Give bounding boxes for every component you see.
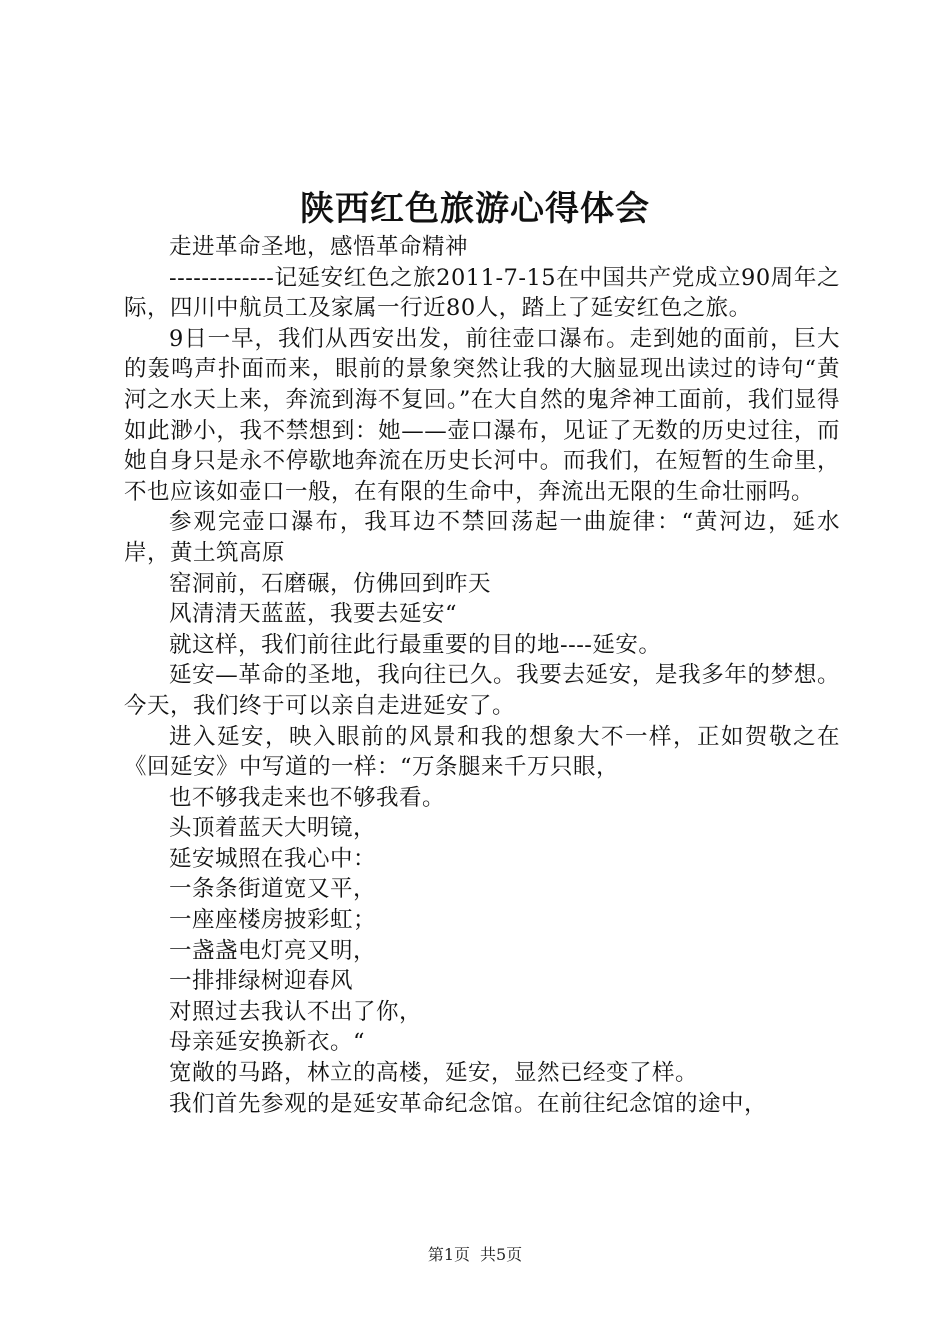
paragraph-subtitle: 走进革命圣地，感悟革命精神 [169,234,469,260]
paragraph: 就这样，我们前往此行最重要的目的地----延安。 [169,631,662,658]
poem-line: 延安城照在我心中： [169,845,377,872]
poem-line: 母亲延安换新衣。“ [169,1029,366,1056]
page-number-current: 第1页 [427,1245,470,1264]
poem-line: 一排排绿树迎春风 [169,968,354,995]
paragraph: 风清清天蓝蓝，我要去延安“ [169,601,458,628]
poem-line: 也不够我走来也不够我看。 [169,784,446,811]
paragraph: 延安—革命的圣地，我向往已久。我要去延安，是我多年的梦想。今天，我们终于可以亲自走进延安了。 [124,662,840,719]
page-number-total: 共5页 [480,1245,523,1264]
paragraph: -------------记延安红色之旅2011-7-15在中国共产党成立90周年之际，四川中航员工及家属一行近80人，踏上了延安红色之旅。 [124,264,840,322]
document-title: 陕西红色旅游心得体会 [300,189,650,229]
document-body [124,232,840,1119]
paragraph: 窑洞前，石磨碾，仿佛回到昨天 [169,570,492,597]
paragraph: 宽敞的马路，林立的高楼，延安，显然已经变了样。 [169,1060,699,1087]
poem-line: 对照过去我认不出了你， [169,998,423,1025]
poem-line: 一条条街道宽又平， [169,876,377,903]
poem-line: 头顶着蓝天大明镜， [169,815,377,842]
paragraph: 进入延安，映入眼前的风景和我的想象大不一样，正如贺敬之在《回延安》中写道的一样：“万条腿来千万只眼， [124,723,840,781]
paragraph: 我们首先参观的是延安革命纪念馆。在前往纪念馆的途中， [169,1090,768,1117]
paragraph: 9日一早，我们从西安出发，前往壶口瀑布。走到她的面前，巨大的轰鸣声扑面而来，眼前的景象突然让我的大脑显现出读过的诗句“黄河之水天上来，奔流到海不复回。”在大自然的鬼斧神工面前，我们显得如此渺小，我不禁想到：她——壶口瀑布，见证了无数的历史过往，而她自身只是永不停歇地奔流在历史长河中。而我们，在短暂的生命里，不也应该如壶口一般，在有限的生命中，奔流出无限的生命壮丽吗。 [124,325,840,505]
poem-line: 一盏盏电灯亮又明， [169,937,377,964]
page-footer [0,1244,950,1266]
poem-line: 一座座楼房披彩虹； [169,907,377,934]
paragraph: 参观完壶口瀑布，我耳边不禁回荡起一曲旋律：“黄河边，延水岸，黄土筑高原 [124,509,840,566]
